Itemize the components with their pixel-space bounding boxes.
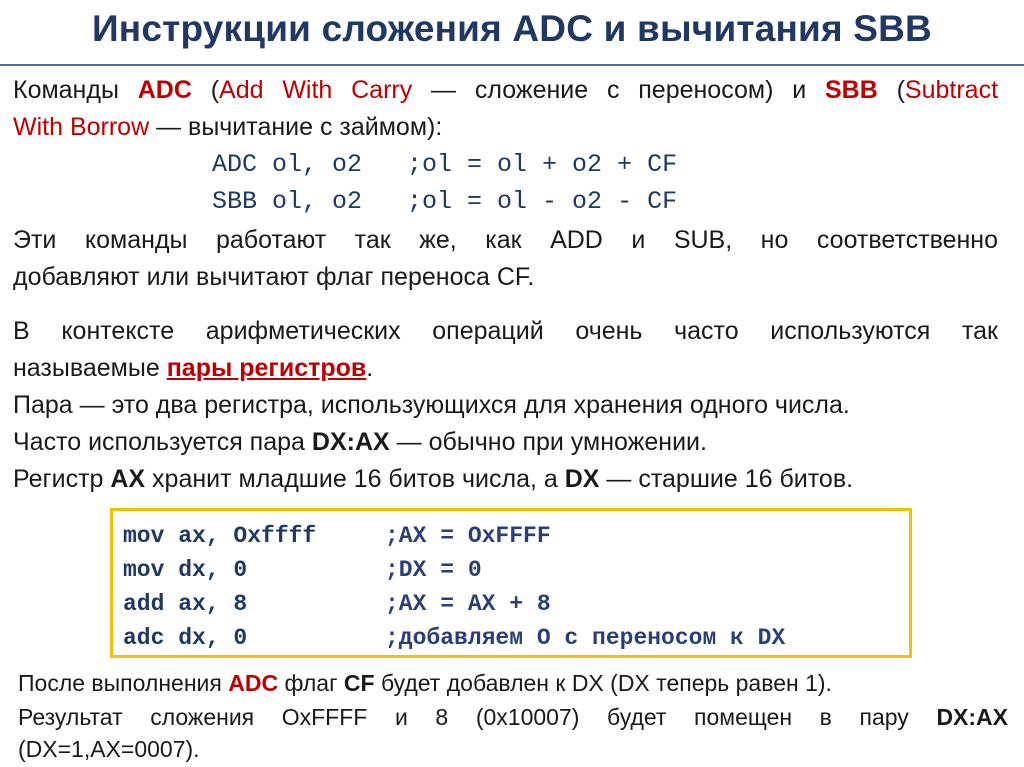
code-line: [123, 587, 899, 621]
code-instruction: mov ax, Oxffff: [123, 523, 317, 549]
intro-text: (: [191, 76, 220, 104]
pairs-text: — старшие 16 битов.: [599, 465, 854, 493]
pairs-text: хранит младшие 16 битов числа, а: [145, 465, 565, 493]
result-line-1: [18, 666, 1008, 700]
syntax-sbb: SBB ol, o2 ;ol = ol - o2 - CF: [212, 187, 678, 216]
code-line: [123, 621, 899, 655]
code-line: [123, 553, 899, 587]
code-instruction: adc dx, 0: [123, 625, 248, 651]
register-pairs-term: пары регистров: [166, 354, 367, 382]
sbb-full-name: Subtract: [904, 76, 999, 104]
adc-keyword: ADC: [137, 76, 192, 104]
pairs-text: называемые: [13, 354, 167, 382]
result-line-2: [18, 700, 1008, 734]
intro-text: Команды: [13, 76, 138, 104]
desc-line-1: Эти команды работают так же, как ADD и SUB, но соответственно: [13, 226, 998, 254]
dx-term: DX: [564, 465, 600, 493]
intro-line-1: [13, 72, 998, 109]
title-divider: [0, 64, 1024, 66]
pairs-text: Регистр: [13, 465, 111, 493]
result-text: будет добавлен к DX (DX теперь равен 1).: [374, 670, 832, 696]
code-example-box: [110, 508, 912, 658]
result-line-3: (DX=1,AX=0007).: [18, 736, 200, 762]
pairs-line-2: [13, 350, 998, 387]
adc-keyword: ADC: [228, 670, 279, 696]
dxax-term: DX:AX: [936, 704, 1008, 730]
code-comment: ;добавляем O с переносом к DX: [385, 625, 786, 651]
result-text: флаг: [278, 670, 344, 696]
pairs-text: .: [366, 354, 374, 382]
ax-term: AX: [110, 465, 146, 493]
pairs-line-3: Пара — это два регистра, использующихся для хранения одного числа.: [13, 391, 850, 419]
intro-text: — сложение с переносом) и: [412, 76, 825, 104]
result-text: Результат сложения OxFFFF и 8 (0x10007) будет помещен в пару: [18, 704, 937, 730]
pairs-text: — обычно при умножении.: [389, 428, 707, 456]
sbb-full-name: With Borrow: [13, 113, 150, 141]
syntax-adc: ADC ol, o2 ;ol = ol + o2 + CF: [212, 150, 678, 179]
intro-text: — вычитание с займом):: [149, 113, 443, 141]
pairs-text: Часто используется пара: [13, 428, 312, 456]
intro-line-2: [13, 109, 998, 146]
result-text: После выполнения: [18, 670, 229, 696]
page-title: Инструкции сложения ADC и вычитания SBB: [92, 8, 932, 49]
pairs-line-5: [13, 461, 998, 498]
code-comment: ;DX = 0: [385, 557, 482, 583]
adc-full-name: Add With Carry: [219, 76, 413, 104]
code-instruction: mov dx, 0: [123, 557, 248, 583]
code-line: [123, 519, 899, 553]
code-instruction: add ax, 8: [123, 591, 248, 617]
pairs-line-1: В контексте арифметических операций очень часто используются так: [13, 317, 998, 345]
pairs-line-4: [13, 424, 998, 461]
desc-line-2: добавляют или вычитают флаг переноса CF.: [13, 263, 535, 291]
sbb-keyword: SBB: [824, 76, 878, 104]
code-comment: ;AX = AX + 8: [385, 591, 551, 617]
cf-term: CF: [343, 670, 375, 696]
dxax-term: DX:AX: [311, 428, 390, 456]
code-comment: ;AX = OxFFFF: [385, 523, 551, 549]
intro-text: (: [877, 76, 905, 104]
